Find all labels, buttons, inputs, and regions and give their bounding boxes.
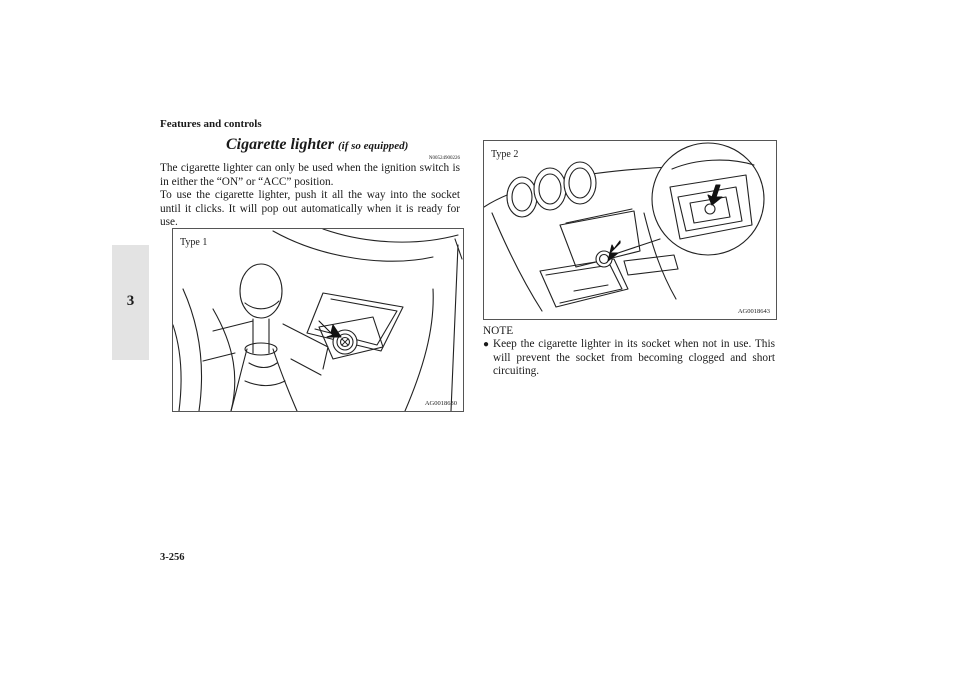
- body-paragraph-2: To use the cigarette lighter, push it all the way into the socket until it clicks. It will pop out automatically when it is ready for use.: [160, 189, 460, 228]
- figure-type-2: [483, 140, 777, 320]
- section-title: [226, 136, 408, 154]
- note-item-text: Keep the cigarette lighter in its socket when not in use. This will prevent the socket from becoming clogged and short circuiting.: [493, 338, 775, 377]
- figure-1-code: AG0018630: [424, 400, 457, 407]
- filled-circle-bullet-icon: ●: [483, 339, 490, 350]
- figure-2-code: AG0018643: [737, 308, 770, 315]
- note-heading: NOTE: [483, 325, 514, 337]
- section-subtitle: (if so equipped): [338, 140, 409, 152]
- body-paragraph-1: The cigarette lighter can only be used when the ignition switch is in either the “ON” or “ACC” position.: [160, 162, 460, 188]
- page-number: 3-256: [160, 552, 185, 563]
- body-text: [160, 162, 460, 230]
- figure-type-1: [172, 228, 464, 412]
- section-code: N00524900226: [428, 156, 460, 161]
- running-header: Features and controls: [160, 118, 262, 130]
- shifter-illustration: [173, 229, 463, 411]
- figure-1-label: Type 1: [180, 237, 208, 248]
- console-illustration: [484, 141, 776, 319]
- figure-2-label: Type 2: [491, 149, 519, 160]
- section-title-text: Cigarette lighter: [226, 136, 334, 153]
- note-item: [483, 338, 775, 379]
- chapter-tab-number: 3: [126, 293, 135, 309]
